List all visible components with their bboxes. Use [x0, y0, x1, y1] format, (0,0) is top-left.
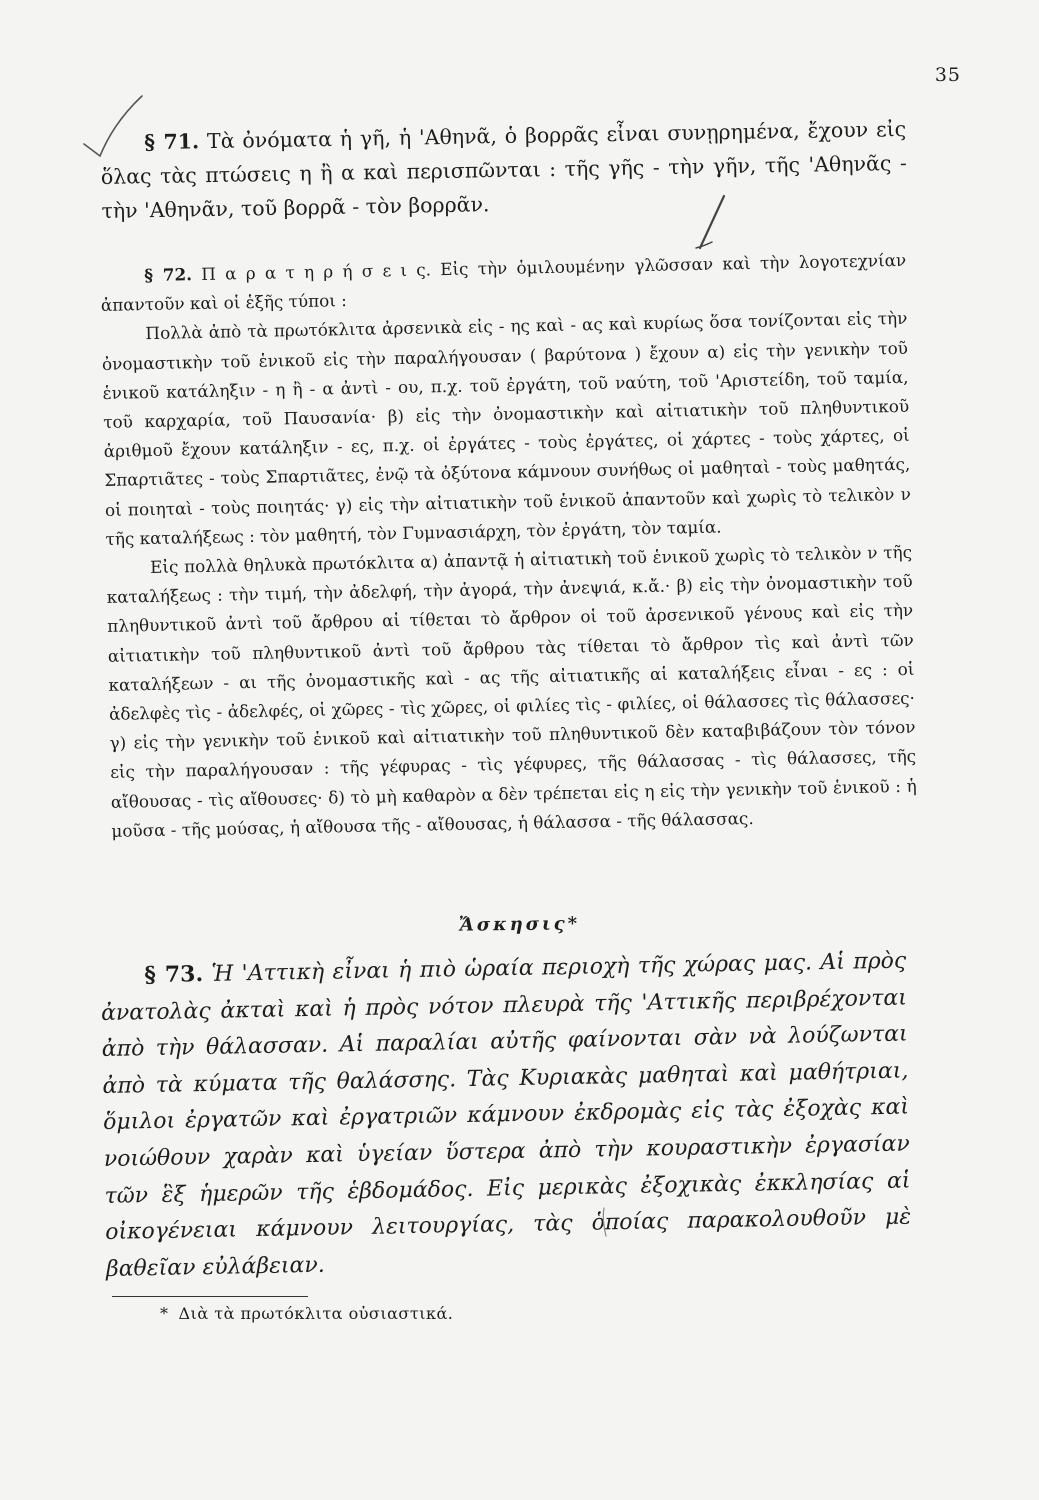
section-73-number: § 73.: [144, 961, 204, 989]
section-72-number: § 72.: [144, 264, 193, 286]
exercise-title: Ἄσκησις*: [458, 913, 581, 936]
section-71-paragraph: [100, 112, 908, 228]
section-72-paragraph-2: Εἰς πολλὰ θηλυκὰ πρωτόκλιτα α) ἀπαντᾷ ἡ αἰτιατικὴ τοῦ ἑνικοῦ χωρὶς τὸ τελικὸν ν τῆς καταλήξεως : τὴν τιμή, τὴν ἀδελφή, τὴν ἀγορά, τὴν ἀνεψιά, κ.ἄ.· β) εἰς τὴν ὀνομαστικὴν τοῦ πληθυντικοῦ ἀντὶ τοῦ ἄρθρου αἱ τίθεται τὸ ἄρθρον οἱ τοῦ ἀρσενικοῦ γένους καὶ εἰς τὴν αἰτιατικὴν τοῦ πληθυντικοῦ ἀντὶ τοῦ ἄρθρου τὰς τίθεται τὸ ἄρθρον τὶς καὶ ἀντὶ τῶν καταλήξεων - αι τῆς ὀνομαστικῆς καὶ - ας τῆς αἰτιατικῆς αἱ καταλήξεις εἶναι - ες : οἱ ἀδελφὲς τὶς - ἀδελφές, οἱ χῶρες - τὶς χῶρες, οἱ φιλίες τὶς - φιλίες, οἱ θάλασσες τὶς θάλασσες· γ) εἰς τὴν γενικὴν τοῦ ἑνικοῦ καὶ αἰτιατικὴν τοῦ πληθυντικοῦ δὲν καταβιβάζουν τὸν τόνον εἰς τὴν παραλήγουσαν : τῆς γέφυρας - τὶς γέφυρες, τῆς θάλασσας - τὶς θάλασσες, τῆς αἴθουσας - τὶς αἴθουσες· δ) τὸ μὴ καθαρὸν α δὲν τρέπεται εἰς η εἰς τὴν γενικὴν τοῦ ἑνικοῦ : ἡ μοῦσα - τῆς μούσας, ἡ αἴθουσα τῆς - αἴθουσας, ἡ θάλασσα - τῆς θάλασσας.: [106, 541, 917, 841]
section-72: [100, 246, 918, 846]
footnote-marker: *: [160, 1304, 169, 1323]
footnote-divider: [112, 1296, 308, 1297]
pencil-mark: [596, 1206, 616, 1240]
section-72-heading: Π α ρ α τ η ρ ή σ ε ι ς.: [201, 259, 432, 284]
footnote-text: Διὰ τὰ πρωτόκλιτα οὐσιαστικά.: [178, 1304, 454, 1323]
section-71: [100, 112, 908, 228]
section-73: [100, 943, 912, 1289]
section-73-paragraph: [100, 943, 912, 1289]
section-72-paragraph-1: Πολλὰ ἀπὸ τὰ πρωτόκλιτα ἀρσενικὰ εἰς - ης καὶ - ας καὶ κυρίως ὅσα τονίζονται εἰς τὴν ὀνομαστικὴν τοῦ ἑνικοῦ εἰς τὴν παραλήγουσαν ( βαρύτονα ) ἔχουν α) εἰς τὴν γενικὴν τοῦ ἑνικοῦ κατάληξιν - η ἢ - α ἀντὶ - ου, π.χ. τοῦ ἐργάτη, τοῦ ναύτη, τοῦ 'Αριστείδη, τοῦ ταμία, τοῦ καρχαρία, τοῦ Παυσανία· β) εἰς τὴν ὀνομαστικὴν καὶ αἰτιατικὴν τοῦ πληθυντικοῦ ἀριθμοῦ ἔχουν κατάληξιν - ες, π.χ. οἱ ἐργάτες - τοὺς ἐργάτες, οἱ χάρτες - τοὺς χάρτες, οἱ Σπαρτιᾶτες - τοὺς Σπαρτιᾶτες, ἐνῷ τὰ ὀξύτονα κάμνουν συνήθως οἱ μαθηταὶ - τοὺς μαθητάς, οἱ ποιηταὶ - τοὺς ποιητάς· γ) εἰς τὴν αἰτιατικὴν τοῦ ἑνικοῦ ἀπαντοῦν καὶ χωρὶς τὸ τελικὸν ν τῆς καταλήξεως : τὸν μαθητή, τὸν Γυμνασιάρχη, τὸν ἐργάτη, τὸν ταμία.: [101, 308, 912, 549]
section-72-intro: Εἰς τὴν ὁμιλουμένην γλῶσσαν καὶ τὴν λογοτεχνίαν ἀπαντοῦν καὶ οἱ ἑξῆς τύποι :: [100, 249, 907, 316]
page-number: 35: [934, 64, 961, 86]
section-71-text: Τὰ ὀνόματα ἡ γῆ, ἡ 'Αθηνᾶ, ὁ βορρᾶς εἶναι συνῃρημένα, ἔχουν εἰς ὅλας τὰς πτώσεις η ἢ α καὶ περισπῶνται : τῆς γῆς - τὴν γῆν, τῆς 'Αθηνᾶς - τὴν 'Αθηνᾶν, τοῦ βορρᾶ - τὸν βορρᾶν.: [100, 116, 907, 223]
footnote: [160, 1304, 453, 1323]
section-73-text: Ἡ 'Αττικὴ εἶναι ἡ πιὸ ὡραία περιοχὴ τῆς χώρας μας. Αἱ πρὸς ἀνατολὰς ἀκταὶ καὶ ἡ πρὸς νότον πλευρὰ τῆς 'Αττικῆς περιβρέχονται ἀπὸ τὴν θάλασσαν. Αἱ παραλίαι αὐτῆς φαίνονται σὰν νὰ λούζωνται ἀπὸ τὰ κύματα τῆς θαλάσσης. Τὰς Κυριακὰς μαθηταὶ καὶ μαθήτριαι, ὅμιλοι ἐργατῶν καὶ ἐργατριῶν κάμνουν ἐκδρομὰς εἰς τὰς ἐξοχὰς καὶ νοιώθουν χαρὰν καὶ ὑγείαν ὕστερα ἀπὸ τὴν κουραστικὴν ἐργασίαν τῶν ἓξ ἡμερῶν τῆς ἑβδομάδος. Εἰς μερικὰς ἐξοχικὰς ἐκκλησίας αἱ οἰκογένειαι κάμνουν λειτουργίας, τὰς ὁποίας παρακολουθοῦν μὲ βαθεῖαν εὐλάβειαν.: [100, 948, 912, 1282]
section-71-number: § 71.: [144, 129, 200, 155]
